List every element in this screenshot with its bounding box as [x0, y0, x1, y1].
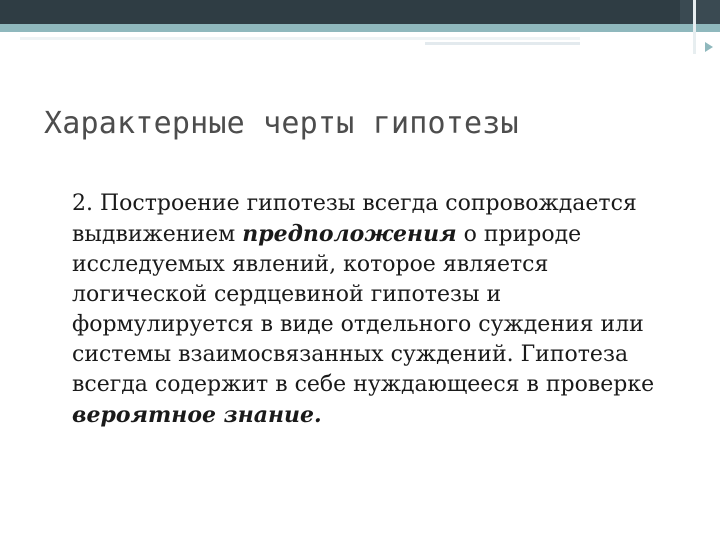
body-text-part2: о природе исследуемых явлений, которое является логической сердцевиной гипотезы и формулируется в виде отдельного суждения или системы взаимосвязанных суждений. Гипотеза всегда содержит в себе нуждающееся в проверке [72, 222, 655, 397]
emphasis-term-assumption: предположения [242, 221, 457, 247]
header-bar-corner [680, 0, 720, 24]
corner-arrow-icon [705, 42, 713, 52]
decorative-line-short [425, 42, 580, 45]
body-paragraph [72, 189, 672, 431]
decorative-line [20, 37, 580, 40]
accent-band [0, 24, 720, 32]
body-text-part1: Построение гипотезы всегда сопровождается выдвижением [72, 191, 637, 247]
corner-divider [693, 0, 696, 54]
slide-body [72, 189, 672, 431]
slide-title: Характерные черты гипотезы [44, 106, 519, 141]
item-number: 2. [72, 191, 93, 216]
emphasis-term-probable-knowledge: вероятное знание. [72, 402, 322, 428]
header-bar [0, 0, 720, 24]
